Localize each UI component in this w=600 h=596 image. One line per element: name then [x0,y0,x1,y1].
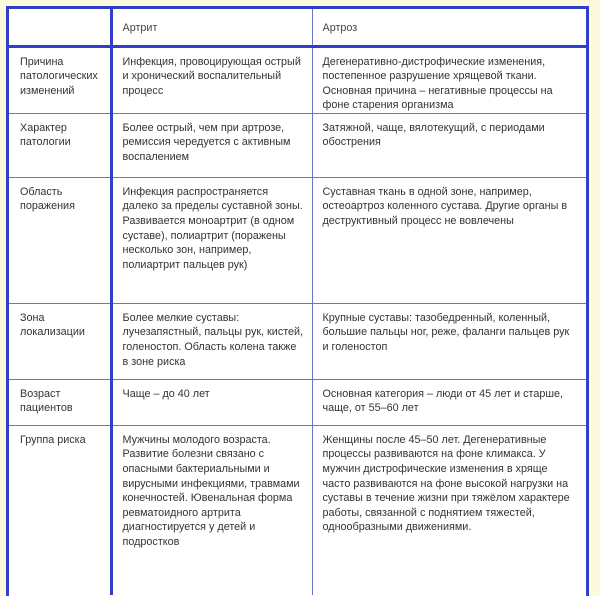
header-arthritis: Артрит [111,9,312,46]
comparison-table-frame [6,6,589,596]
row-label: Область поражения [9,177,111,303]
arthrosis-cell: Затяжной, чаще, вялотекущий, с периодами обострения [312,113,586,177]
arthritis-cell: Чаще – до 40 лет [111,379,312,425]
table-row [9,379,586,425]
arthrosis-cell: Женщины после 45–50 лет. Дегенеративные процессы развиваются на фоне климакса. У мужчин дистрофические изменения в хряще часто развиваются на фоне высокой нагрузки на суставы в течение жизни при тяжёлом характере работы, связанной с поднятием тяжестей, однообразными движениями. [322,433,570,534]
table-row [9,177,586,303]
table-row [9,113,586,177]
arthritis-cell: Инфекция, провоцирующая острый и хронический воспалительный процесс [111,46,312,113]
arthrosis-cell: Дегенеративно-дистрофические изменения, постепенное разрушение хрящевой ткани. Основная причина – негативные процессы на фоне старения организма [312,46,586,113]
arthritis-cell: Мужчины молодого возраста. Развитие болезни связано с опасными бактериальными и вирусными инфекциями, травмами конечностей. Ювенальная форма ревматоидного артрита диагностируется у детей и подростков [111,425,312,595]
arthritis-cell: Инфекция распространяется далеко за пределы суставной зоны. Развивается моноартрит (в одном суставе), полиартрит (поражены несколько зон, например, полиартрит пальцев рук) [111,177,312,303]
comparison-table [9,9,586,595]
arthritis-cell: Более острый, чем при артрозе, ремиссия чередуется с активным воспалением [111,113,312,177]
table-header-row [9,9,586,46]
arthritis-cell: Более мелкие суставы: лучезапястный, пальцы рук, кистей, голеностоп. Область колена также в зоне риска [111,303,312,379]
row-label: Группа риска [9,425,111,595]
row-label: Причина патологических изменений [9,46,111,113]
arthrosis-cell: Суставная ткань в одной зоне, например, остеоартроз коленного сустава. Другие органы в деструктивный процесс не вовлечены [312,177,586,303]
row-label: Зона локализации [9,303,111,379]
arthrosis-cell: Основная категория – люди от 45 лет и старше, чаще, от 55–60 лет [312,379,586,425]
row-label: Характер патологии [9,113,111,177]
arthrosis-cell: Крупные суставы: тазобедренный, коленный, большие пальцы ног, реже, фаланги пальцев рук и голеностоп [312,303,586,379]
row-label: Возраст пациентов [9,379,111,425]
header-empty-cell [9,9,111,46]
header-arthrosis: Артроз [312,9,586,46]
table-row [9,303,586,379]
table-row [9,46,586,113]
